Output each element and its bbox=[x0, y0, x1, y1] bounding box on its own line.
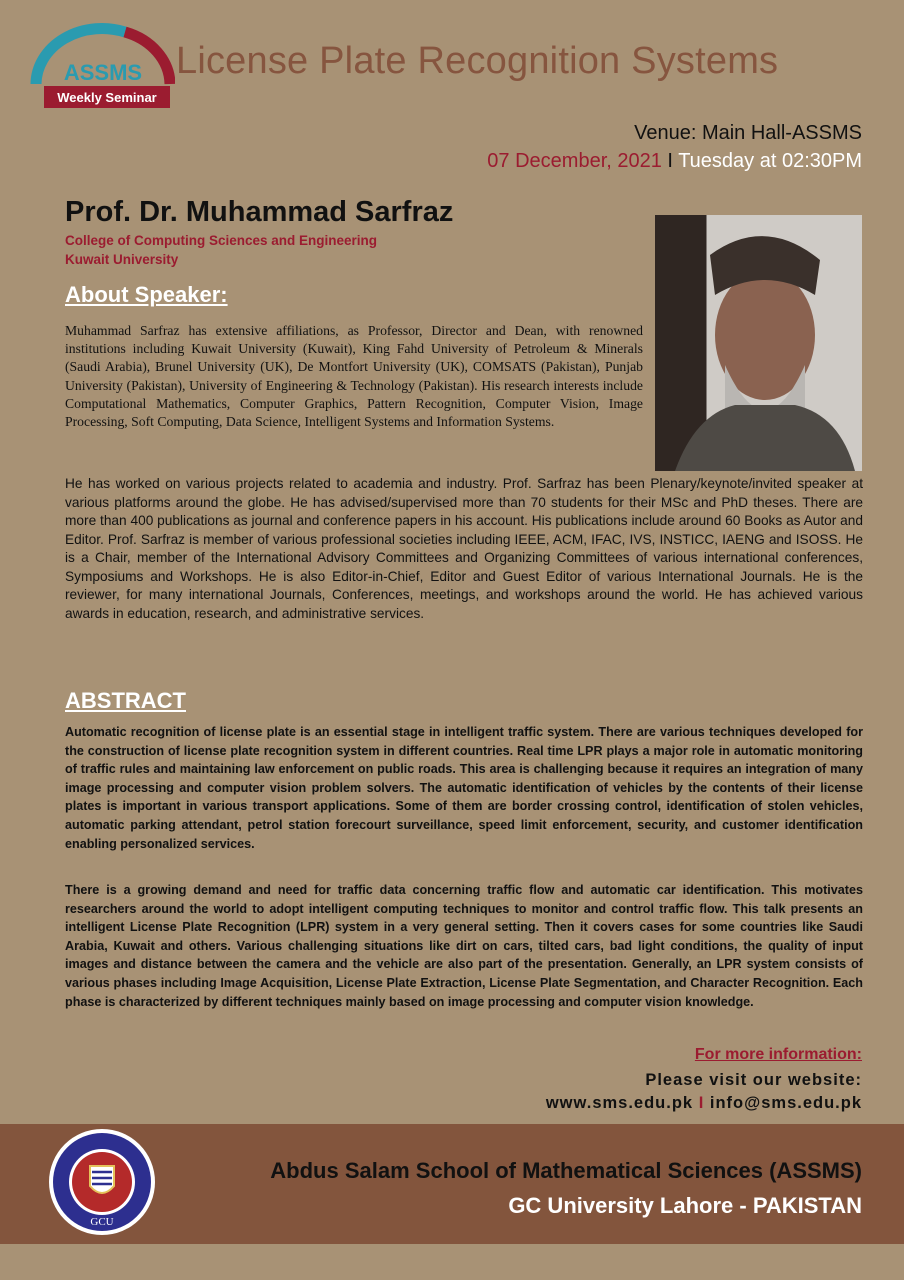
abstract-paragraph-1: Automatic recognition of license plate is an essential stage in intelligent traffic system. There are various techniques developed for the construction of license plate recognition system in different countries. Real time LPR plays a major role in automatic monitoring of traffic rules and maintaining law enforcement on public roads. This area is challenging because it requires an integration of many image processing and computer vision problem solvers. The automatic identification of vehicles by the contents of their license plates is important in various transport applications. Some of them are border crossing control, identification of stolen vehicles, automatic parking attendant, petrol station forecourt surveillance, speed limit enforcement, security, and customer identification enabling personalized services. bbox=[65, 725, 863, 851]
speaker-photo bbox=[655, 215, 862, 471]
speaker-bio-2: He has worked on various projects related to academia and industry. Prof. Sarfraz has been Plenary/keynote/invited speaker at various platforms around the globe. He has advised/supervised more than 70 students for their MSc and PhD theses. There are more than 400 publications as journal and conference papers in his account. His publications include around 60 Books as Autor and Editor. Prof. Sarfraz is member of various professional societies including IEEE, ACM, IFAC, IVS, INSTICC, IAENG and ISOSS. He is a Chair, member of the International Advisory Committees and Organizing Committees of various international conferences, Symposiums and Workshops. He is also Editor-in-Chief, Editor and Guest Editor of various International Journals. He is the reviewer, for many international Journals, Conferences, meetings, and workshops around the world. He has achieved various awards in education, research, and administrative services. bbox=[65, 476, 863, 621]
separator: I bbox=[698, 1094, 705, 1112]
time: Tuesday at 02:30PM bbox=[678, 150, 862, 172]
date-time bbox=[487, 150, 862, 173]
svg-text:ASSMS: ASSMS bbox=[63, 60, 143, 85]
website-link[interactable]: www.sms.edu.pk bbox=[545, 1094, 694, 1112]
about-speaker-heading: About Speaker: bbox=[65, 282, 228, 307]
separator: I bbox=[667, 150, 673, 172]
gcu-seal-logo bbox=[48, 1128, 156, 1236]
speaker-university: Kuwait University bbox=[65, 252, 179, 267]
venue: Venue: Main Hall-ASSMS bbox=[634, 122, 862, 144]
date: 07 December, 2021 bbox=[487, 150, 662, 172]
visit-website-text: Please visit our website: bbox=[645, 1071, 862, 1089]
assms-weekly-seminar-logo bbox=[30, 22, 175, 110]
university-name: GC University Lahore - PAKISTAN bbox=[508, 1193, 862, 1218]
speaker-bio-1: Muhammad Sarfraz has extensive affiliations, as Professor, Director and Dean, with renowned institutions including Kuwait University (Kuwait), King Fahd University of Petroleum & Minerals (Saudi Arabia), Brunel University (UK), De Montfort University (UK), COMSATS (Pakistan), Punjab University (Pakistan), University of Engineering & Technology (Pakistan). His research interests include Computational Mathematics, Computer Graphics, Pattern Recognition, Computer Vision, Image Processing, Soft Computing, Data Science, Intelligent Systems and Information Systems. bbox=[65, 323, 643, 430]
school-name: Abdus Salam School of Mathematical Sciences (ASSMS) bbox=[270, 1158, 862, 1183]
abstract-heading: ABSTRACT bbox=[65, 688, 186, 713]
speaker-affiliation: College of Computing Sciences and Engineering bbox=[65, 233, 378, 248]
email-link[interactable]: info@sms.edu.pk bbox=[709, 1094, 862, 1112]
abstract-paragraph-2: There is a growing demand and need for traffic data concerning traffic flow and automatic car identification. This motivates researchers around the world to adopt intelligent computing techniques to monitor and control traffic flow. This talk presents an intelligent License Plate Recognition (LPR) system in a very general setting. Then it covers cases for some countries like Saudi Arabia, Kuwait and others. Various challenging situations like dirt on cars, tilted cars, bad light conditions, the quality of input images and distance between the camera and the vehicle are also part of the presentation. Generally, an LPR system consists of various phases including Image Acquisition, License Plate Extraction, License Plate Segmentation, and Character Recognition. Each phase is characterized by different techniques mainly based on image processing and computer vision knowledge. bbox=[65, 883, 863, 1009]
contact-line bbox=[546, 1094, 862, 1113]
speaker-name: Prof. Dr. Muhammad Sarfraz bbox=[65, 196, 454, 228]
svg-text:Weekly Seminar: Weekly Seminar bbox=[57, 90, 157, 105]
more-info-heading: For more information: bbox=[694, 1046, 862, 1063]
svg-text:GCU: GCU bbox=[90, 1216, 114, 1228]
seminar-title: License Plate Recognition Systems bbox=[176, 40, 779, 82]
